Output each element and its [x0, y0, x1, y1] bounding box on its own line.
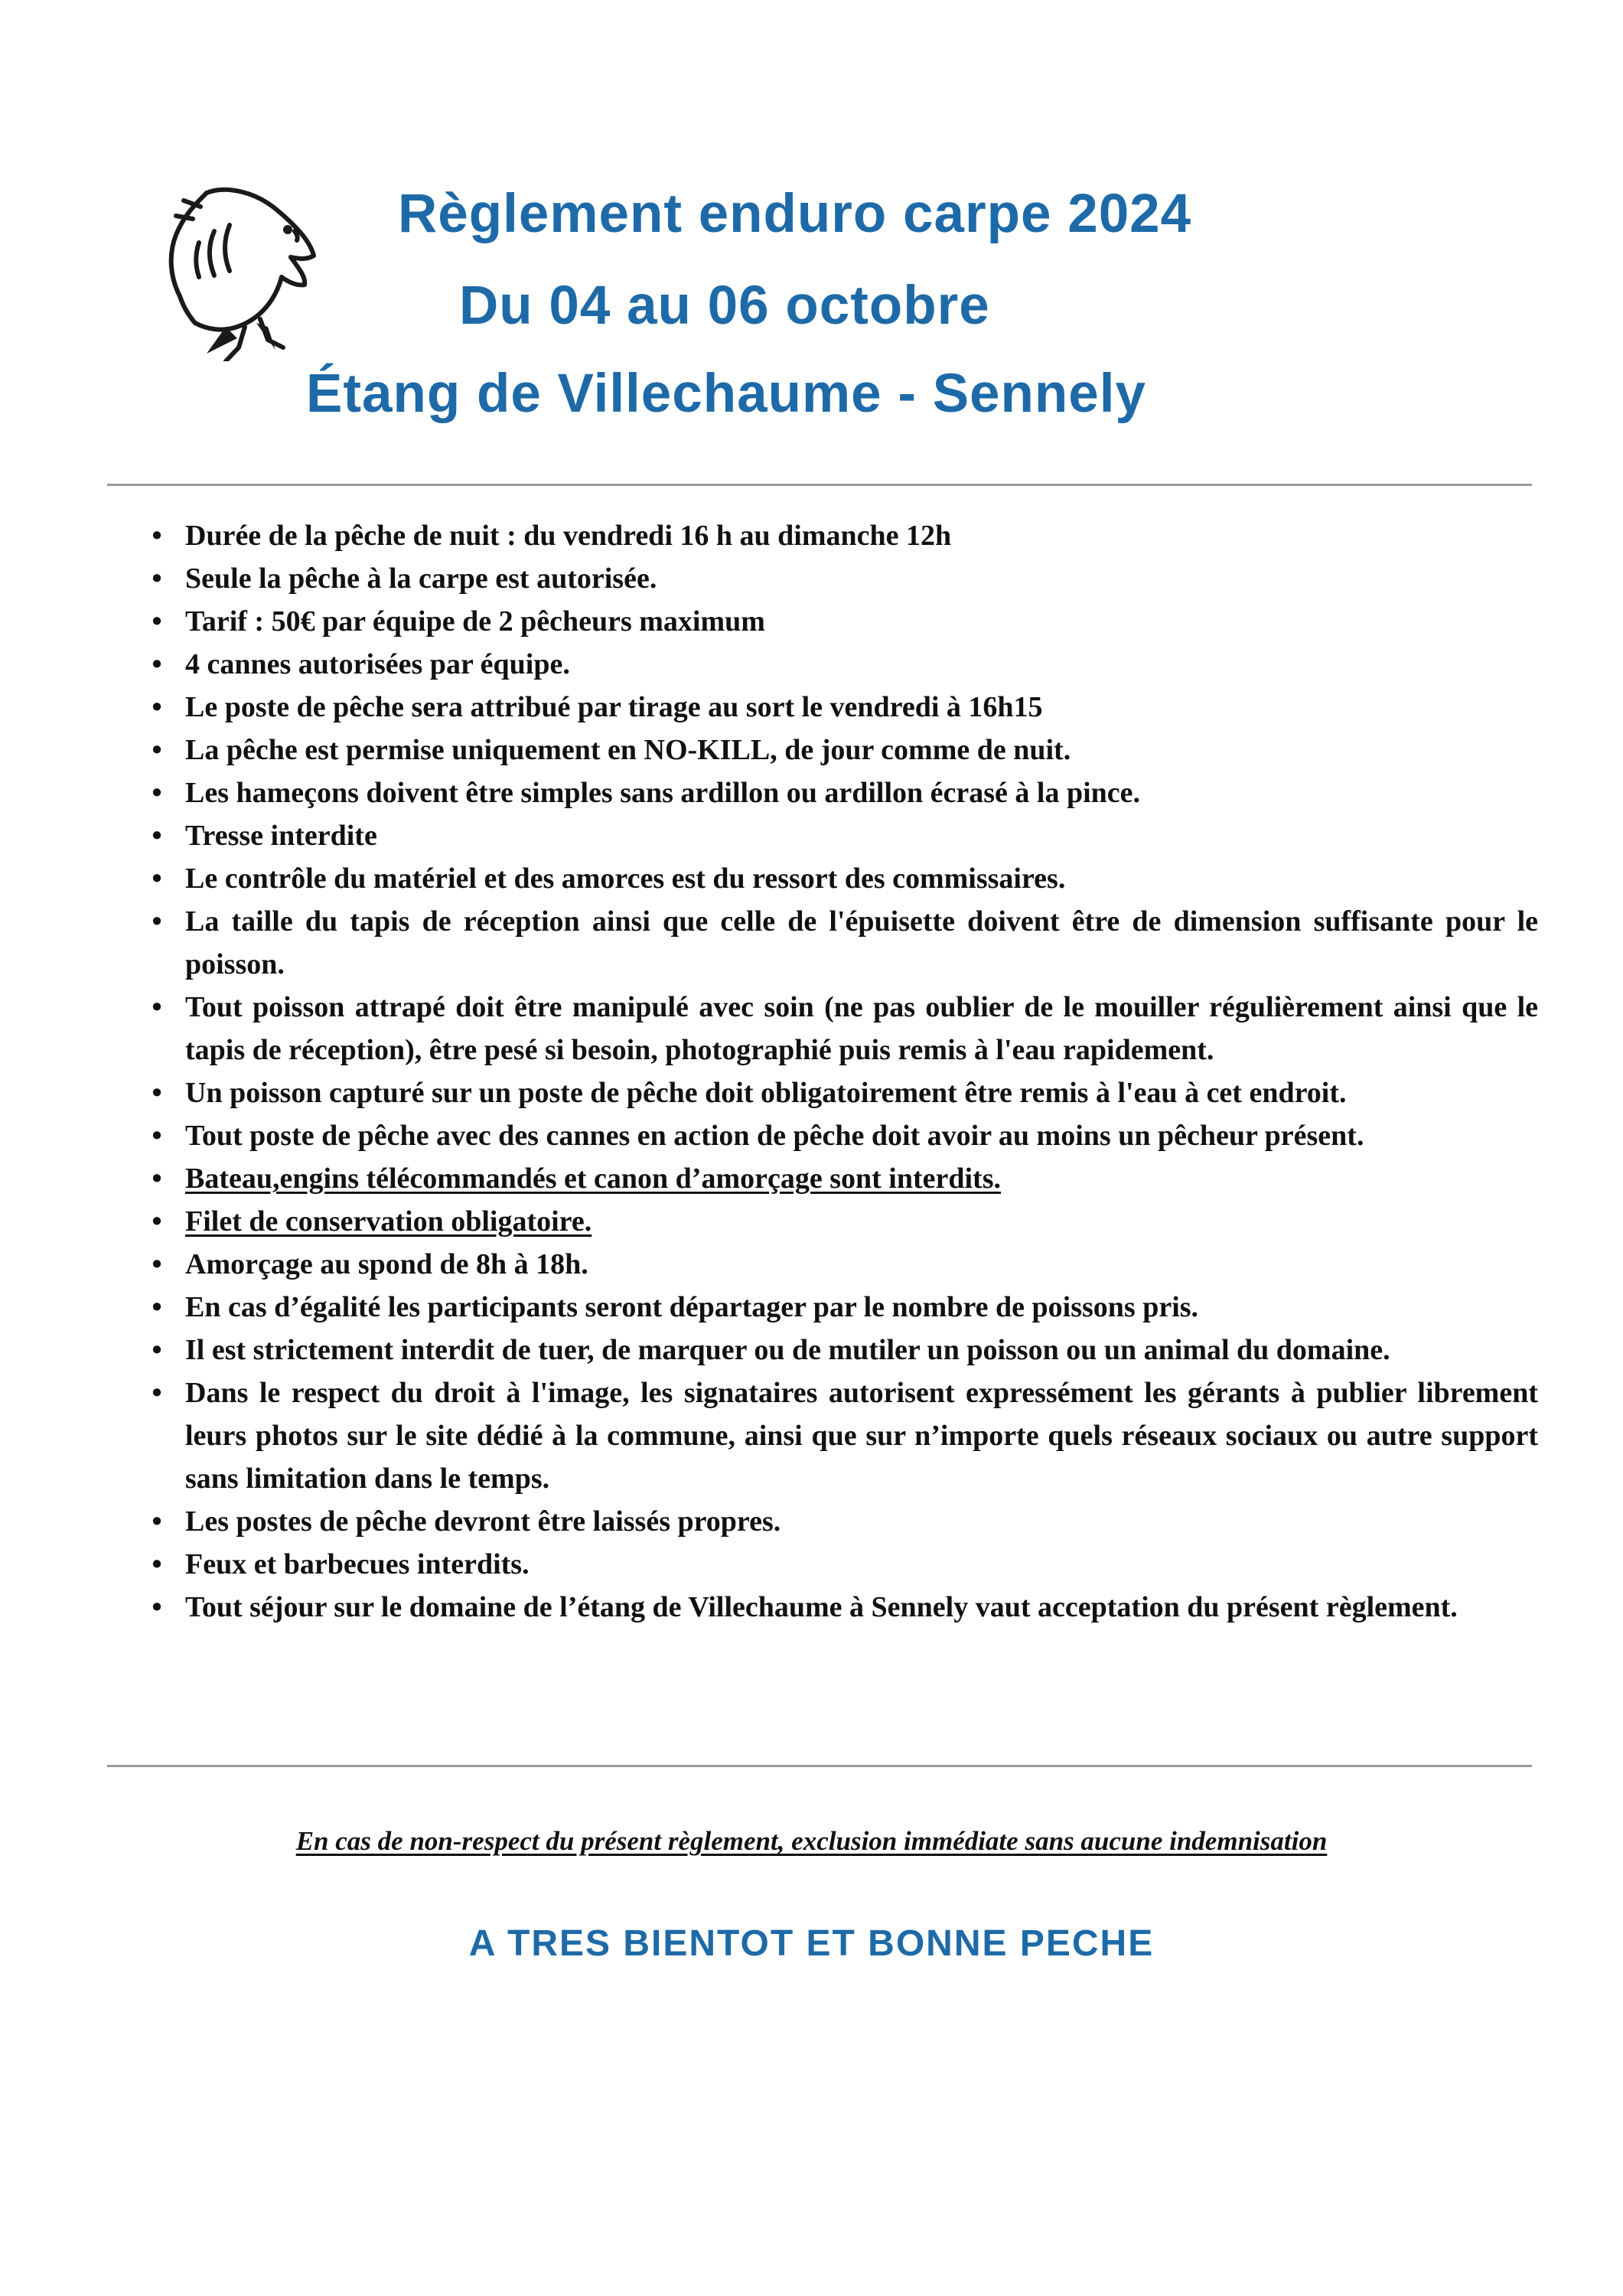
rule-item — [138, 1543, 1538, 1586]
rule-item — [138, 1243, 1538, 1286]
bullet-icon: • — [152, 991, 162, 1023]
rule-text: Seule la pêche à la carpe est autorisée. — [185, 563, 657, 595]
bullet-icon: • — [152, 777, 162, 809]
rule-text: Tresse interdite — [185, 820, 377, 852]
rule-text: Tout poisson attrapé doit être manipulé avec soin (ne pas oublier de le mouiller régulièrement ainsi que le tapis de réception), être pesé si besoin, photographié puis remis à l'eau rapidement. — [185, 991, 1538, 1066]
footer-note-text: En cas de non-respect du présent règlement, exclusion immédiate sans aucune indemnisation — [295, 1826, 1328, 1856]
rule-item — [138, 1371, 1538, 1500]
rule-text: Filet de conservation obligatoire. — [185, 1205, 592, 1238]
rule-item — [138, 857, 1538, 900]
bullet-icon: • — [152, 734, 162, 766]
rule-text: Un poisson capturé sur un poste de pêche doit obligatoirement être remis à l'eau à cet endroit. — [185, 1077, 1347, 1109]
page-title: Règlement enduro carpe 2024 — [398, 184, 1192, 244]
rule-item — [138, 1329, 1538, 1371]
rule-item — [138, 771, 1538, 814]
bullet-icon: • — [152, 905, 162, 938]
rule-text: Tout poste de pêche avec des cannes en action de pêche doit avoir au moins un pêcheur présent. — [185, 1120, 1364, 1152]
bullet-icon: • — [152, 1205, 162, 1238]
rule-text: Le poste de pêche sera attribué par tirage au sort le vendredi à 16h15 — [185, 691, 1043, 723]
rule-item — [138, 986, 1538, 1071]
carp-logo — [153, 170, 329, 361]
rule-text: 4 cannes autorisées par équipe. — [185, 648, 570, 680]
bullet-icon: • — [152, 520, 162, 552]
rule-item — [138, 600, 1538, 643]
bullet-icon: • — [152, 605, 162, 638]
rule-item — [138, 900, 1538, 986]
rule-text: Tout séjour sur le domaine de l’étang de Villechaume à Sennely vaut acceptation du présent règlement. — [185, 1591, 1458, 1623]
bullet-icon: • — [152, 863, 162, 895]
bullet-icon: • — [152, 1591, 162, 1623]
bullet-icon: • — [152, 691, 162, 723]
rule-text: La pêche est permise uniquement en NO-KILL, de jour comme de nuit. — [185, 734, 1071, 766]
bullet-icon: • — [152, 1077, 162, 1109]
rule-text: Durée de la pêche de nuit : du vendredi 16 h au dimanche 12h — [185, 520, 952, 552]
carp-fish-icon — [153, 170, 329, 361]
bullet-icon: • — [152, 1163, 162, 1195]
rule-item — [138, 1114, 1538, 1157]
event-dates: Du 04 au 06 octobre — [459, 276, 990, 336]
rules-list — [138, 514, 1538, 1629]
rule-item — [138, 643, 1538, 686]
bottom-divider — [107, 1765, 1532, 1767]
rule-text: En cas d’égalité les participants seront départager par le nombre de poissons pris. — [185, 1291, 1199, 1323]
bullet-icon: • — [152, 1120, 162, 1152]
rule-text: Les postes de pêche devront être laissés propres. — [185, 1505, 781, 1538]
bullet-icon: • — [152, 1548, 162, 1580]
rule-item — [138, 1500, 1538, 1543]
rule-text: Bateau,engins télécommandés et canon d’amorçage sont interdits. — [185, 1163, 1002, 1195]
rule-text: Il est strictement interdit de tuer, de marquer ou de mutiler un poisson ou un animal du domaine. — [185, 1334, 1390, 1366]
rule-text: Les hameçons doivent être simples sans ardillon ou ardillon écrasé à la pince. — [185, 777, 1141, 809]
bullet-icon: • — [152, 1334, 162, 1366]
rule-item — [138, 557, 1538, 600]
footer-note — [0, 1825, 1623, 1858]
rule-text: Tarif : 50€ par équipe de 2 pêcheurs maximum — [185, 605, 765, 638]
rule-item — [138, 1286, 1538, 1329]
rule-item — [138, 1586, 1538, 1629]
rule-text: Amorçage au spond de 8h à 18h. — [185, 1248, 588, 1280]
bullet-icon: • — [152, 1291, 162, 1323]
rule-text: Feux et barbecues interdits. — [185, 1548, 530, 1580]
bullet-icon: • — [152, 1248, 162, 1280]
rule-item — [138, 729, 1538, 771]
rule-text: Dans le respect du droit à l'image, les signataires autorisent expressément les gérants à publier librement leurs photos sur le site dédié à la commune, ainsi que sur n’importe quels réseaux sociaux ou autre support sans limitation dans le temps. — [185, 1377, 1538, 1495]
rule-item — [138, 514, 1538, 557]
event-location: Étang de Villechaume - Sennely — [306, 364, 1146, 424]
top-divider — [107, 484, 1532, 486]
rule-item — [138, 1157, 1538, 1200]
bullet-icon: • — [152, 563, 162, 595]
bullet-icon: • — [152, 1377, 162, 1409]
bullet-icon: • — [152, 1505, 162, 1538]
rule-item — [138, 814, 1538, 857]
bullet-icon: • — [152, 648, 162, 680]
rule-text: Le contrôle du matériel et des amorces est du ressort des commissaires. — [185, 863, 1066, 895]
rule-item — [138, 1200, 1538, 1243]
closing-message: A TRES BIENTOT ET BONNE PECHE — [468, 1923, 1155, 1964]
rule-text: La taille du tapis de réception ainsi que celle de l'épuisette doivent être de dimension suffisante pour le poisson. — [185, 905, 1538, 980]
rule-item — [138, 686, 1538, 729]
bullet-icon: • — [152, 820, 162, 852]
rule-item — [138, 1071, 1538, 1114]
